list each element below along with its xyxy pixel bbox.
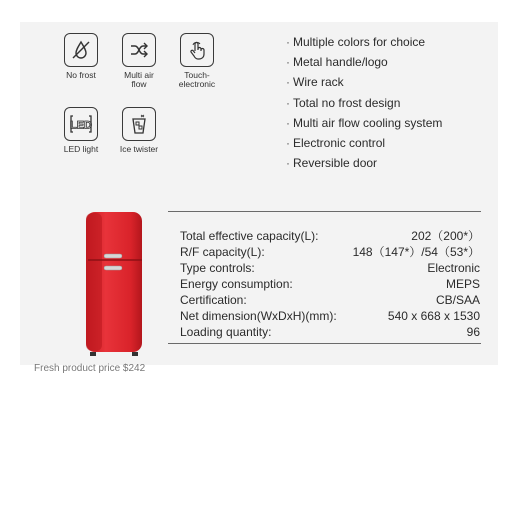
spec-label: R/F capacity(L):: [180, 245, 265, 259]
list-item: [286, 52, 442, 72]
bullet-dot: ·: [286, 55, 290, 70]
spec-value: 96: [466, 325, 480, 339]
feature-no-frost: [51, 33, 111, 80]
feature-led-light: [51, 107, 111, 154]
bullet-text: Electronic control: [293, 136, 386, 151]
feature-ice-twister: [109, 107, 169, 154]
spec-label: Net dimension(WxDxH)(mm):: [180, 309, 337, 323]
bullet-text: Wire rack: [293, 75, 344, 90]
spec-row: [180, 228, 480, 244]
cropped-caption: Fresh product price $242: [34, 363, 146, 374]
spec-row: [180, 244, 480, 260]
spec-divider-bottom: [168, 343, 481, 344]
spec-value: 148（147*）/54（53*）: [352, 245, 480, 259]
led-light-icon: [64, 107, 98, 141]
list-item: [286, 32, 442, 52]
bullet-dot: ·: [286, 136, 290, 151]
spec-label: Loading quantity:: [180, 325, 272, 339]
no-frost-icon: [64, 33, 98, 67]
spec-label: Certification:: [180, 293, 247, 307]
feature-multi-air-flow: [109, 33, 169, 89]
list-item: [286, 72, 442, 92]
feature-touch-electronic: [167, 33, 227, 89]
spec-row: [180, 260, 480, 276]
bullet-dot: ·: [286, 95, 290, 110]
bullet-dot: ·: [286, 35, 290, 49]
feature-label: Multi air flow: [124, 70, 154, 89]
feature-label: LED light: [63, 144, 99, 154]
bullet-text: Reversible door: [293, 156, 378, 171]
spec-row: [180, 276, 480, 292]
spec-value: CB/SAA: [435, 293, 480, 307]
spec-divider-top: [168, 211, 481, 212]
spec-label: Total effective capacity(L):: [180, 229, 319, 243]
spec-label: Energy consumption:: [180, 277, 293, 291]
bullet-dot: ·: [286, 75, 290, 90]
list-item: [286, 133, 442, 153]
feature-label: Touch-electronic: [178, 70, 216, 89]
bullet-dot: ·: [286, 115, 290, 130]
spec-label: Type controls:: [180, 261, 255, 275]
svg-text:LED: LED: [70, 119, 92, 132]
spec-value: Electronic: [427, 261, 480, 275]
spec-row: [180, 324, 480, 340]
spec-value: 540 x 668 x 1530: [387, 309, 480, 323]
bullet-text: Total no frost design: [293, 95, 401, 110]
bullet-text: Multi air flow cooling system: [293, 115, 443, 130]
spec-value: 202（200*）: [411, 229, 480, 243]
touch-electronic-icon: [180, 33, 214, 67]
list-item: [286, 93, 442, 113]
list-item: [286, 113, 442, 133]
feature-label: No frost: [66, 70, 96, 80]
spec-row: [180, 292, 480, 308]
ice-twister-icon: [122, 107, 156, 141]
spec-value: MEPS: [445, 277, 480, 291]
feature-label: Ice twister: [119, 144, 159, 154]
list-item: [286, 153, 442, 173]
feature-bullet-list: [286, 32, 442, 173]
bullet-text: Metal handle/logo: [293, 55, 388, 70]
fridge-product-image: [82, 208, 148, 363]
bullet-text: Multiple colors for choice: [293, 35, 426, 49]
multi-air-flow-icon: [122, 33, 156, 67]
bullet-dot: ·: [286, 156, 290, 171]
spec-row: [180, 308, 480, 324]
